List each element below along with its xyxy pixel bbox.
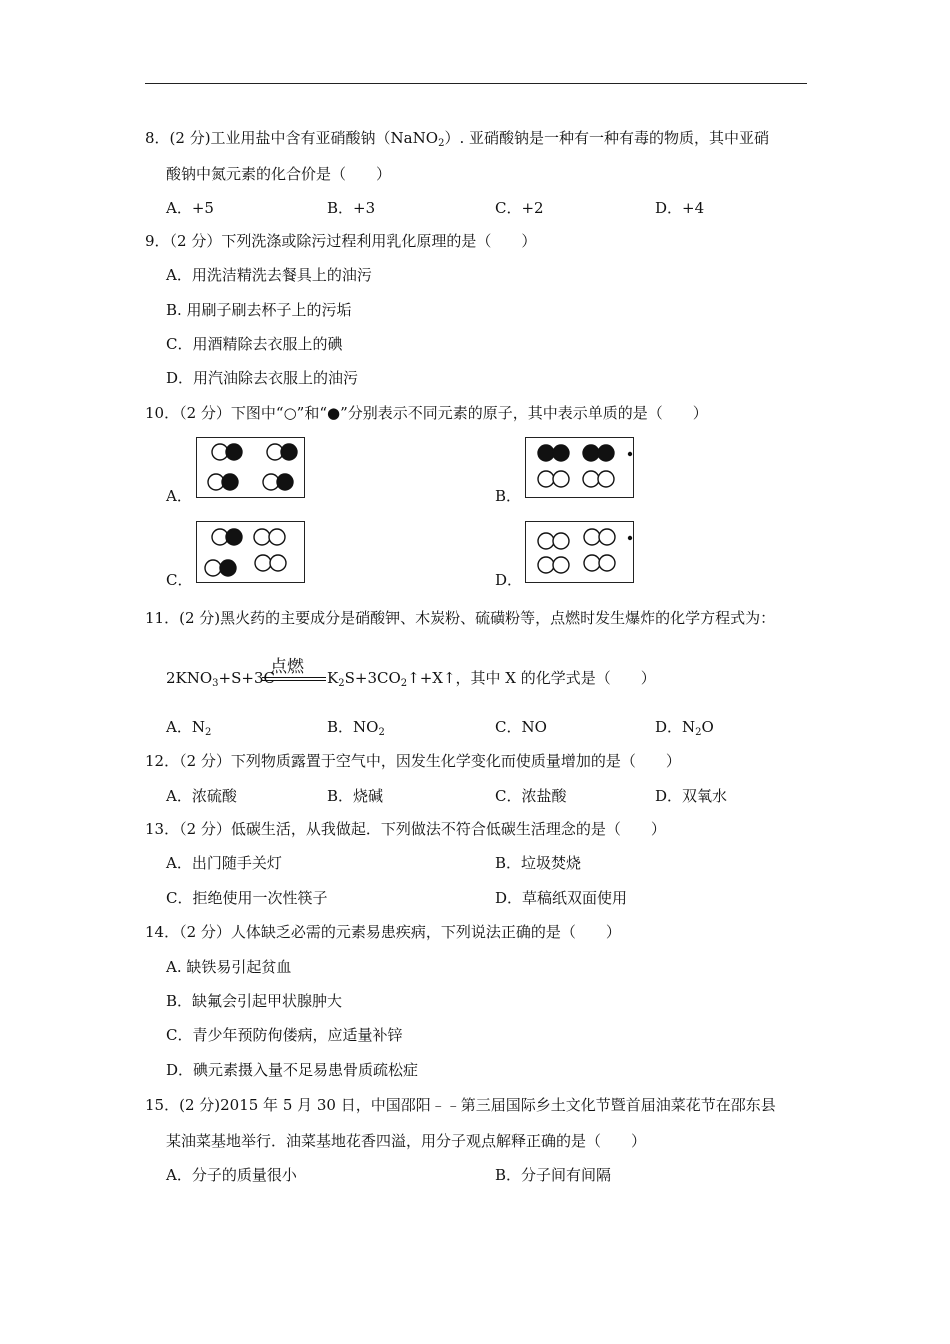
q11-option-b: B．$NO_2$ (327, 718, 385, 738)
q12-option-b: B．烧碱 (327, 787, 384, 805)
q8-stem-line1: 8．(2 分)工业用盐中含有亚硝酸钠（NaNO$_2$）. 亚硝酸钠是一种有一种有毒的物质，其中亚硝 (145, 129, 769, 149)
q10-diagram-d (525, 521, 634, 583)
q8-option-a: A．+5 (166, 199, 214, 217)
molecule-diagram-a (197, 438, 304, 497)
q8-stem-line2: 酸钠中氮元素的化合价是（ ） (166, 165, 392, 183)
q15-option-a: A．分子的质量很小 (166, 1166, 297, 1184)
q15-stem-line2: 某油菜基地举行．油菜基地花香四溢，用分子观点解释正确的是（ ） (166, 1132, 647, 1150)
molecule-diagram-c (197, 522, 304, 582)
q13-option-d: D．草稿纸双面使用 (495, 889, 628, 907)
q11-option-d: D．$N_2O$ (655, 718, 714, 738)
q13-option-c: C．拒绝使用一次性筷子 (166, 889, 328, 907)
q9-option-c: C．用酒精除去衣服上的碘 (166, 335, 343, 353)
q12-option-c: C．浓盐酸 (495, 787, 567, 805)
q10-label-a: A． (166, 487, 192, 505)
q15-stem-line1: 15．(2 分)2015 年 5 月 30 日，中国邵阳﹣﹣第三届国际乡土文化节暨首届油菜花节在邵东县 (145, 1096, 776, 1114)
q12-option-d: D．双氧水 (655, 787, 728, 805)
q10-stem: 10．（2 分）下图中“○”和“●”分别表示不同元素的原子，其中表示单质的是（ ） (145, 404, 708, 422)
q14-stem: 14．（2 分）人体缺乏必需的元素易患疾病，下列说法正确的是（ ） (145, 923, 621, 941)
q10-diagram-b (525, 437, 634, 498)
q8-option-b: B．+3 (327, 199, 376, 217)
q10-diagram-c (196, 521, 305, 583)
q14-option-a: A. 缺铁易引起贫血 (166, 958, 292, 976)
header-rule (145, 83, 807, 84)
q13-stem: 13．（2 分）低碳生活，从我做起．下列做法不符合低碳生活理念的是（ ） (145, 820, 666, 838)
q10-diagram-a (196, 437, 305, 498)
q9-option-d: D．用汽油除去衣服上的油污 (166, 369, 359, 387)
q9-option-a: A．用洗洁精洗去餐具上的油污 (166, 266, 372, 284)
q14-option-d: D．碘元素摄入量不足易患骨质疏松症 (166, 1061, 419, 1079)
q15-option-b: B．分子间有间隔 (495, 1166, 612, 1184)
q10-label-c: C． (166, 571, 193, 589)
q13-option-b: B．垃圾焚烧 (495, 854, 582, 872)
q14-option-b: B．缺氟会引起甲状腺肿大 (166, 992, 343, 1010)
q13-option-a: A．出门随手关灯 (166, 854, 282, 872)
q11-stem: 11．(2 分)黑火药的主要成分是硝酸钾、木炭粉、硫磺粉等，点燃时发生爆炸的化学方程式为： (145, 609, 776, 627)
q11-option-c: C．NO (495, 718, 547, 736)
q11-option-a: A．$N_2$ (166, 718, 212, 738)
q11-reaction-condition: 点燃 (270, 657, 304, 677)
molecule-diagram-d (526, 522, 633, 582)
molecule-diagram-b (526, 438, 633, 497)
q9-option-b: B. 用刷子刷去杯子上的污垢 (166, 301, 352, 319)
q11-equation-left: $2KNO_3+S+3C$ (166, 669, 275, 689)
q10-label-b: B． (495, 487, 522, 505)
q12-stem: 12．（2 分）下列物质露置于空气中，因发生化学变化而使质量增加的是（ ） (145, 752, 681, 770)
q8-option-d: D．+4 (655, 199, 705, 217)
q12-option-a: A．浓硫酸 (166, 787, 237, 805)
q14-option-c: C．青少年预防佝偻病，应适量补锌 (166, 1026, 403, 1044)
q8-option-c: C．+2 (495, 199, 544, 217)
q11-equation-right: $K_2S+3CO_2↑+X↑$，其中 X 的化学式是（ ） (327, 669, 656, 689)
q9-stem: 9．（2 分）下列洗涤或除污过程利用乳化原理的是（ ） (145, 232, 537, 250)
q10-label-d: D． (495, 571, 523, 589)
